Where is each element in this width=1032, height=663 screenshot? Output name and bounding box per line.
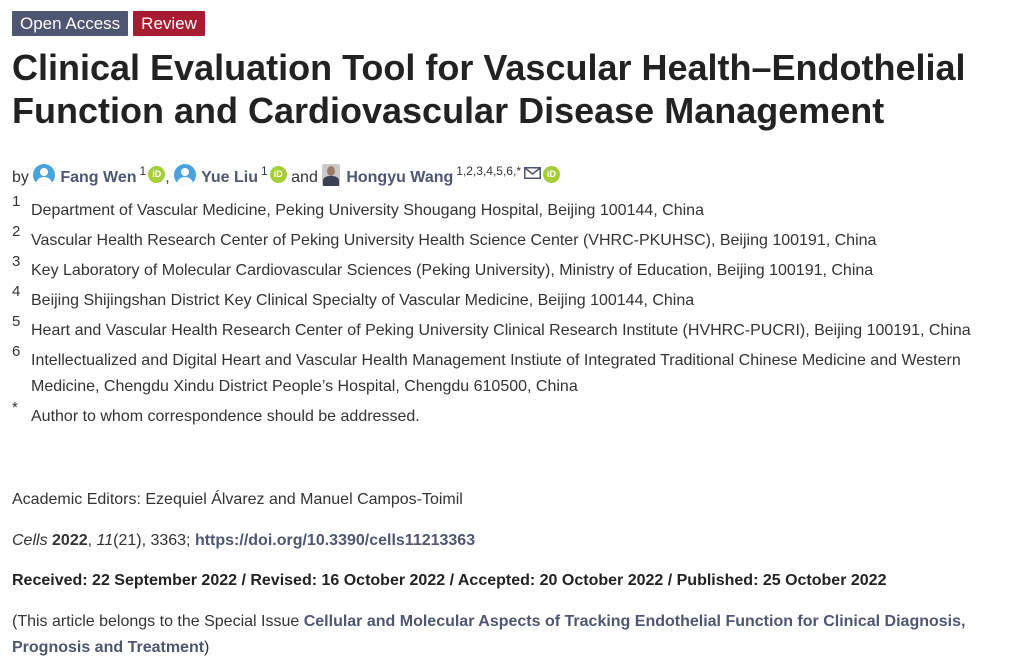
affiliation-item bbox=[12, 283, 1022, 314]
author-fang-wen[interactable]: Fang Wen bbox=[60, 169, 137, 186]
affiliation-number: 6 bbox=[12, 343, 21, 360]
special-issue-note bbox=[12, 609, 1022, 661]
orcid-icon[interactable]: iD bbox=[148, 166, 165, 183]
affiliation-number: * bbox=[12, 399, 18, 416]
author-hongyu-wang[interactable]: Hongyu Wang bbox=[346, 169, 454, 186]
open-access-badge[interactable]: Open Access bbox=[12, 11, 128, 36]
special-issue-link[interactable]: Cellular and Molecular Aspects of Tracking Endothelial Function for Clinical Diagnosis, Prognosis and Treatment bbox=[12, 613, 966, 656]
author-yue-liu[interactable]: Yue Liu bbox=[201, 169, 259, 186]
affiliation-number: 3 bbox=[12, 253, 21, 270]
author-affil-sup: 1,2,3,4,5,6,* bbox=[456, 164, 521, 178]
review-badge[interactable]: Review bbox=[133, 11, 205, 36]
academic-editors: Academic Editors: Ezequiel Álvarez and Manuel Campos-Toimil bbox=[12, 491, 463, 508]
affiliation-number: 5 bbox=[12, 313, 21, 330]
user-avatar-icon[interactable] bbox=[33, 164, 55, 186]
by-label: by bbox=[12, 169, 29, 186]
affiliation-number: 4 bbox=[12, 283, 21, 300]
affiliation-text: Key Laboratory of Molecular Cardiovascular Sciences (Peking University), Ministry of Education, Beijing 100191, China bbox=[31, 262, 874, 279]
author-separator: , bbox=[165, 169, 170, 186]
affiliation-item bbox=[12, 193, 1022, 224]
author-affil-sup: 1 bbox=[139, 164, 147, 178]
and-label: and bbox=[291, 169, 318, 186]
author-list bbox=[12, 156, 560, 193]
citation: Cells 2022, 11(21), 3363; https://doi.org/10.3390/cells11213363 bbox=[12, 532, 476, 549]
publication-dates: Received: 22 September 2022 / Revised: 16 October 2022 / Accepted: 20 October 2022 / Published: 25 October 2022 bbox=[12, 572, 887, 589]
affiliation-text: Heart and Vascular Health Research Center of Peking University Clinical Research Institute (HVHRC-PUCRI), Beijing 100191, China bbox=[31, 322, 971, 339]
affiliation-item bbox=[12, 343, 1022, 400]
user-avatar-icon[interactable] bbox=[174, 164, 196, 186]
affiliation-text: Vascular Health Research Center of Peking University Health Science Center (VHRC-PKUHSC), Beijing 100191, China bbox=[31, 232, 877, 249]
citation-issue-pages: (21), 3363; bbox=[113, 532, 191, 549]
journal-name: Cells bbox=[12, 532, 48, 549]
article-title: Clinical Evaluation Tool for Vascular Health–Endothelial Function and Cardiovascular Disease Management bbox=[12, 47, 966, 131]
orcid-icon[interactable]: iD bbox=[270, 166, 287, 183]
affiliation-item bbox=[12, 399, 1022, 430]
badges bbox=[12, 11, 205, 36]
affiliation-item bbox=[12, 253, 1022, 284]
mail-icon[interactable] bbox=[524, 167, 541, 179]
affiliation-number: 1 bbox=[12, 193, 21, 210]
special-issue-suffix: ) bbox=[204, 639, 210, 656]
affiliation-text: Author to whom correspondence should be addressed. bbox=[31, 408, 420, 425]
citation-year: 2022 bbox=[52, 532, 88, 549]
affiliation-text: Intellectualized and Digital Heart and Vascular Health Management Instiute of Integrated Traditional Chinese Medicine and Western Medicine, Chengdu Xindu District People’s Hospital, Chengdu 610500, China bbox=[31, 352, 961, 395]
affiliation-item bbox=[12, 313, 1022, 344]
author-affil-sup: 1 bbox=[261, 164, 268, 178]
affiliation-number: 2 bbox=[12, 223, 21, 240]
author-photo-icon[interactable] bbox=[322, 164, 340, 186]
affiliation-text: Department of Vascular Medicine, Peking University Shougang Hospital, Beijing 100144, China bbox=[31, 202, 704, 219]
orcid-icon[interactable]: iD bbox=[543, 166, 560, 183]
affiliation-item bbox=[12, 223, 1022, 254]
affiliations bbox=[12, 193, 1022, 430]
special-issue-prefix: (This article belongs to the Special Issue bbox=[12, 613, 300, 630]
doi-link[interactable]: https://doi.org/10.3390/cells11213363 bbox=[194, 532, 476, 549]
citation-volume: 11 bbox=[96, 532, 114, 549]
affiliation-text: Beijing Shijingshan District Key Clinical Specialty of Vascular Medicine, Beijing 100144, China bbox=[31, 292, 695, 309]
